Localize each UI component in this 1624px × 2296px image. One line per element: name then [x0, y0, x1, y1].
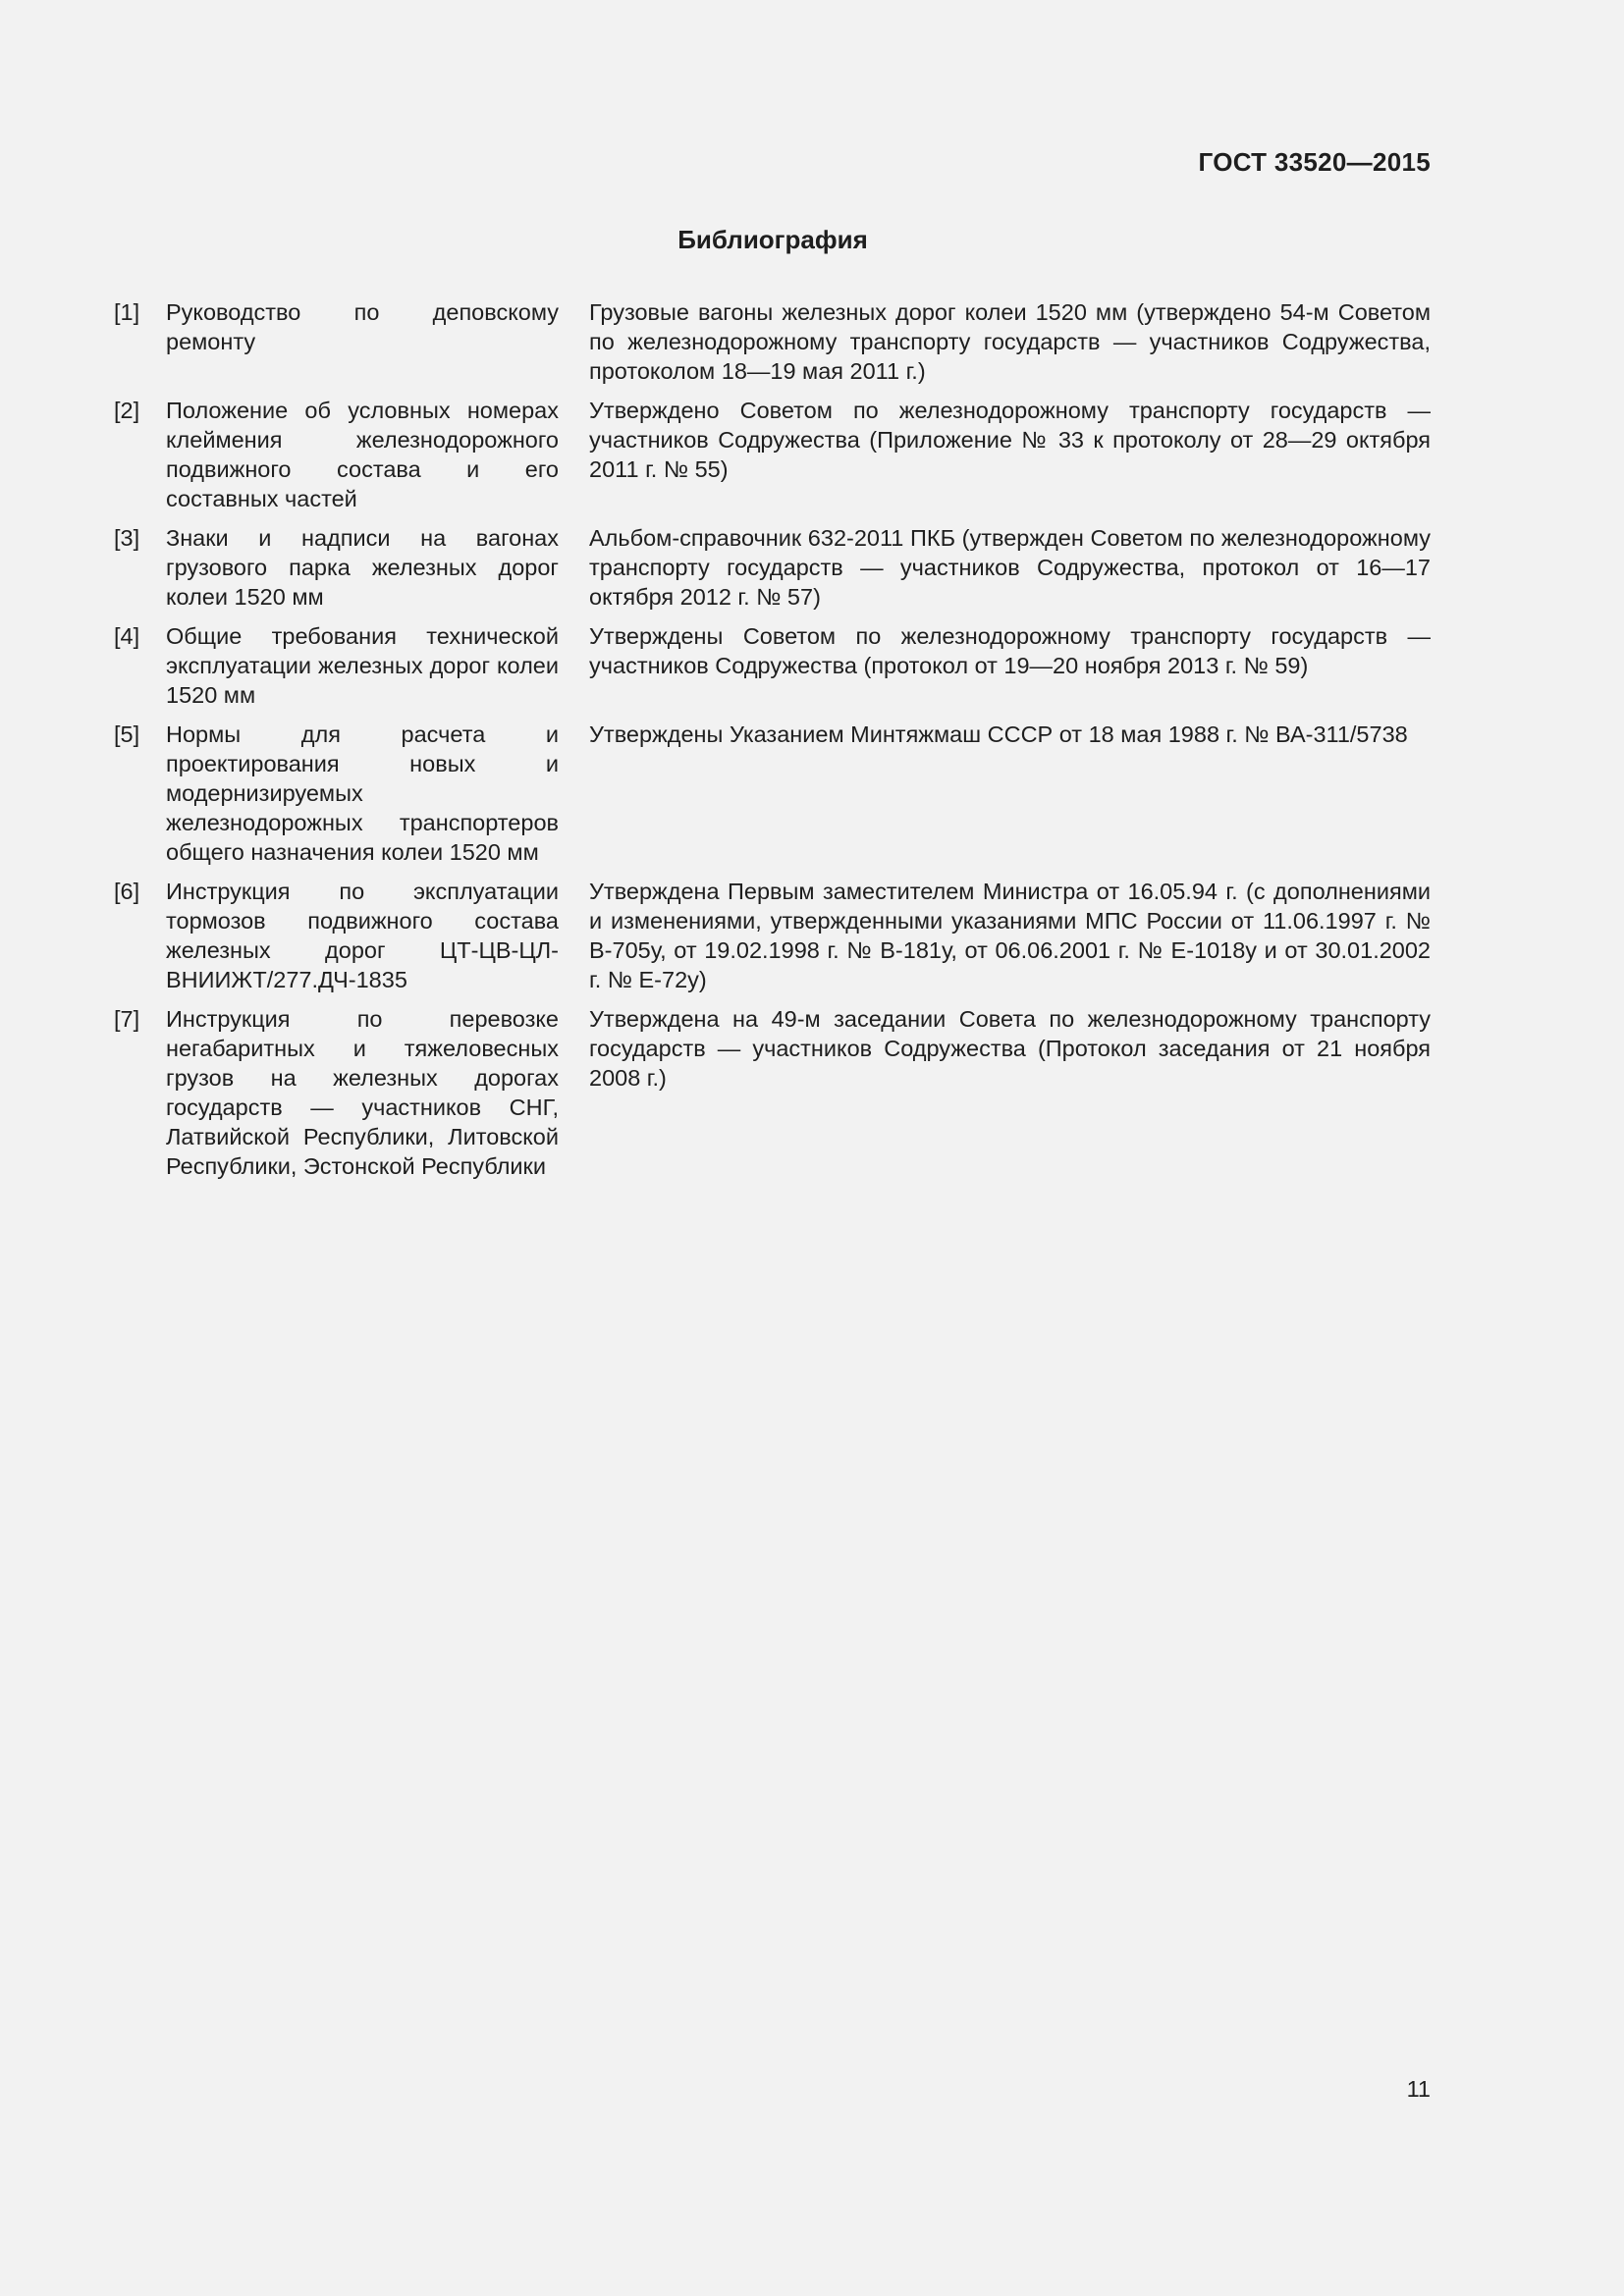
entry-number: [3]	[114, 525, 140, 551]
bibliography-entry	[114, 720, 1431, 867]
entry-source-title: Инструкция по перевозке негабаритных и тяжеловесных грузов на железных дорогах государств — участников СНГ, Латвийской Республики, Литовской Республики, Эстонской Республики	[166, 1006, 559, 1179]
entry-number: [1]	[114, 299, 140, 325]
entry-approval-note: Утверждена Первым заместителем Министра от 16.05.94 г. (с дополнениями и изменениями, утвержденными указаниями МПС России от 11.06.1997 г. № В-705у, от 19.02.1998 г. № В-181у, от 06.06.2001 г. № Е-1018у и от 30.01.2002 г. № Е-72у)	[589, 879, 1431, 992]
bibliography-entry	[114, 621, 1431, 710]
entry-number: [4]	[114, 623, 140, 649]
document-code: ГОСТ 33520—2015	[1198, 147, 1431, 177]
entry-source-title: Общие требования технической эксплуатации железных дорог колеи 1520 мм	[166, 623, 559, 708]
bibliography-entry	[114, 523, 1431, 612]
entry-source-title: Руководство по деповскому ремонту	[166, 299, 559, 354]
page-number: 11	[1406, 2076, 1431, 2102]
bibliography-entry	[114, 297, 1431, 386]
entry-approval-note: Утверждена на 49-м заседании Совета по железнодорожному транспорту государств — участников Содружества (Протокол заседания от 21 ноября 2008 г.)	[589, 1006, 1431, 1091]
entry-source-title: Нормы для расчета и проектирования новых и модернизируемых железнодорожных транспортеров общего назначения колеи 1520 мм	[166, 721, 559, 865]
entry-approval-note: Грузовые вагоны железных дорог колеи 1520 мм (утверждено 54-м Советом по железнодорожному транспорту государств — участников Содружества, протоколом 18—19 мая 2011 г.)	[589, 299, 1431, 384]
entry-source-title: Знаки и надписи на вагонах грузового парка железных дорог колеи 1520 мм	[166, 525, 559, 610]
entry-approval-note: Утверждено Советом по железнодорожному транспорту государств — участников Содружества (Приложение № 33 к протоколу от 28—29 октября 2011 г. № 55)	[589, 398, 1431, 482]
entry-approval-note: Утверждены Советом по железнодорожному транспорту государств — участников Содружества (протокол от 19—20 ноября 2013 г. № 59)	[589, 623, 1431, 678]
bibliography-entry	[114, 1004, 1431, 1181]
entry-approval-note: Утверждены Указанием Минтяжмаш СССР от 18 мая 1988 г. № ВА-311/5738	[589, 721, 1408, 747]
bibliography-entry	[114, 396, 1431, 513]
entry-source-title: Инструкция по эксплуатации тормозов подвижного состава железных дорог ЦТ-ЦВ-ЦЛ-ВНИИЖТ/277.ДЧ-1835	[166, 879, 559, 992]
entry-approval-note: Альбом-справочник 632-2011 ПКБ (утвержден Советом по железнодорожному транспорту государств — участников Содружества, протокол от 16—17 октября 2012 г. № 57)	[589, 525, 1431, 610]
bibliography-entry	[114, 877, 1431, 994]
entry-number: [6]	[114, 879, 140, 904]
entry-number: [2]	[114, 398, 140, 423]
bibliography-list	[114, 297, 1431, 1191]
section-title: Библиография	[677, 225, 868, 254]
entry-number: [7]	[114, 1006, 140, 1032]
entry-source-title: Положение об условных номерах клеймения железнодорожного подвижного состава и его составных частей	[166, 398, 559, 511]
entry-number: [5]	[114, 721, 140, 747]
